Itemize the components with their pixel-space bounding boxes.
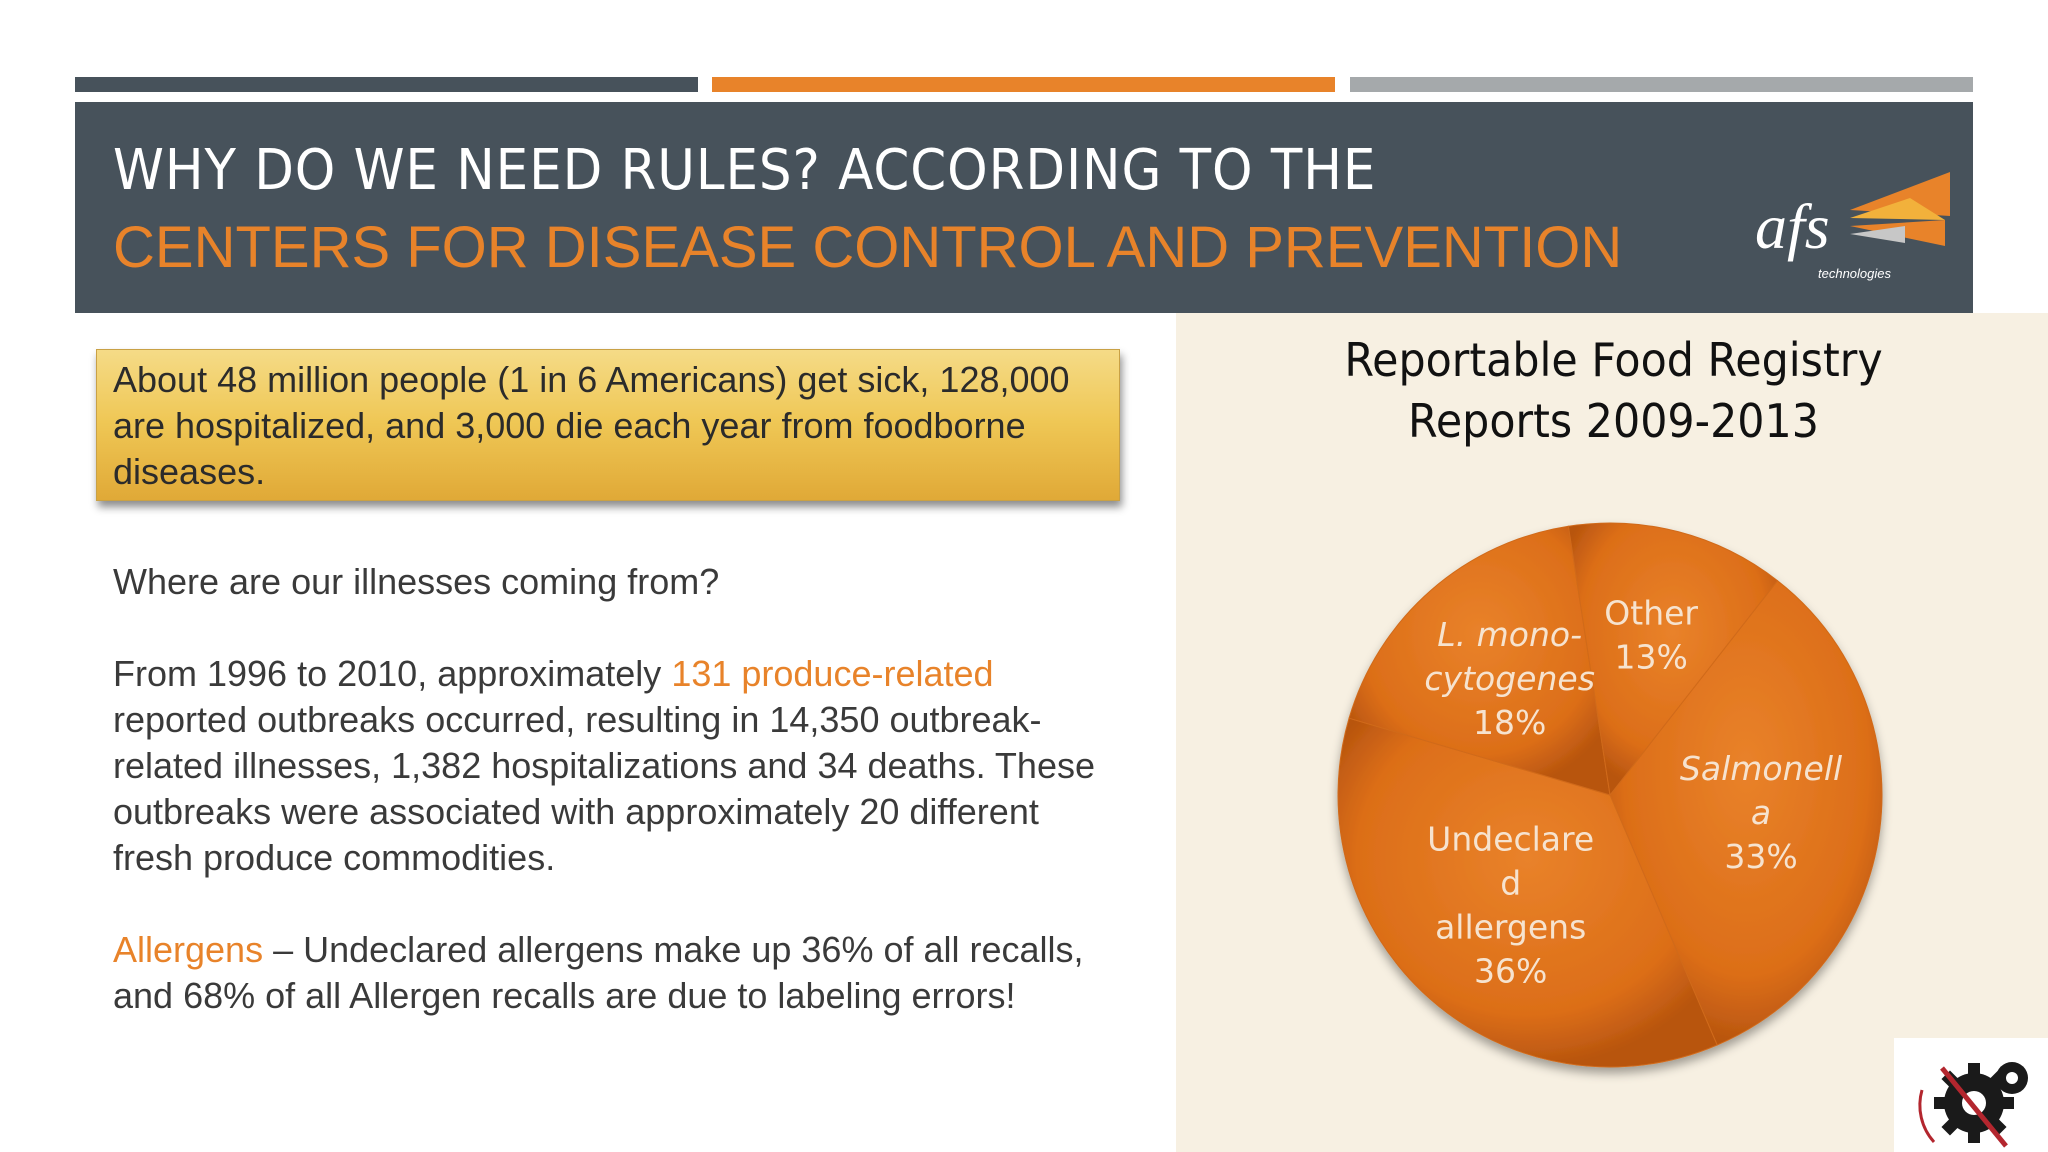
question-text: Where are our illnesses coming from? xyxy=(113,561,720,602)
small-gear-icon xyxy=(1996,1062,2028,1094)
slice-value-label: 36% xyxy=(1473,951,1548,991)
slice-name-label: d xyxy=(1500,863,1522,903)
slice-name-label: Salmonell xyxy=(1679,749,1843,789)
produce-paragraph xyxy=(113,651,1123,881)
title-line-2: CENTERS FOR DISEASE CONTROL AND PREVENTION xyxy=(113,215,1623,280)
title-line-1: WHY DO WE NEED RULES? ACCORDING TO THE xyxy=(113,138,1377,203)
body-text xyxy=(113,559,1123,1019)
slice-name-label: L. mono- xyxy=(1437,614,1583,654)
chart-title xyxy=(1253,330,1974,452)
slice-value-label: 18% xyxy=(1472,702,1547,742)
allergens-highlight: Allergens xyxy=(113,929,264,970)
slice-name-label: allergens xyxy=(1435,907,1587,947)
logo-subtext: technologies xyxy=(1818,266,1891,281)
chart-title-line-1: Reportable Food Registry xyxy=(1344,333,1883,387)
title-band xyxy=(75,102,1973,313)
allergens-paragraph xyxy=(113,927,1123,1019)
produce-text-after: reported outbreaks occurred, resulting in 14,350 outbreak-related illnesses, 1,382 hospitalizations and 34 deaths. These outbreaks were associated with approximately 20 different fresh produce commodities. xyxy=(113,699,1095,878)
slice-name-label: Other xyxy=(1604,593,1698,633)
afs-logo xyxy=(1755,168,1955,283)
slice-name-label: Undeclare xyxy=(1427,819,1595,859)
accent-bar-orange xyxy=(712,77,1335,92)
callout-text: About 48 million people (1 in 6 Americans) get sick, 128,000 are hospitalized, and 3,000 die each year from foodborne diseases. xyxy=(113,359,1070,492)
slice-name-label: a xyxy=(1750,793,1772,833)
chart-title-line-2: Reports 2009-2013 xyxy=(1408,394,1819,448)
accent-bar-dark xyxy=(75,77,698,92)
produce-text-before: From 1996 to 2010, approximately xyxy=(113,653,672,694)
accent-bar-gray xyxy=(1350,77,1973,92)
produce-highlight: 131 produce-related xyxy=(671,653,994,694)
slice-name-label: cytogenes xyxy=(1424,658,1595,698)
gears-logo xyxy=(1894,1038,2048,1152)
allergens-text-after: – Undeclared allergens make up 36% of all recalls, and 68% of all Allergen recalls are due to labeling errors! xyxy=(113,929,1084,1016)
slice-value-label: 13% xyxy=(1614,637,1688,677)
logo-wordmark: afs xyxy=(1755,191,1830,262)
pie-chart xyxy=(1300,500,1920,1100)
slice-value-label: 33% xyxy=(1724,837,1798,877)
